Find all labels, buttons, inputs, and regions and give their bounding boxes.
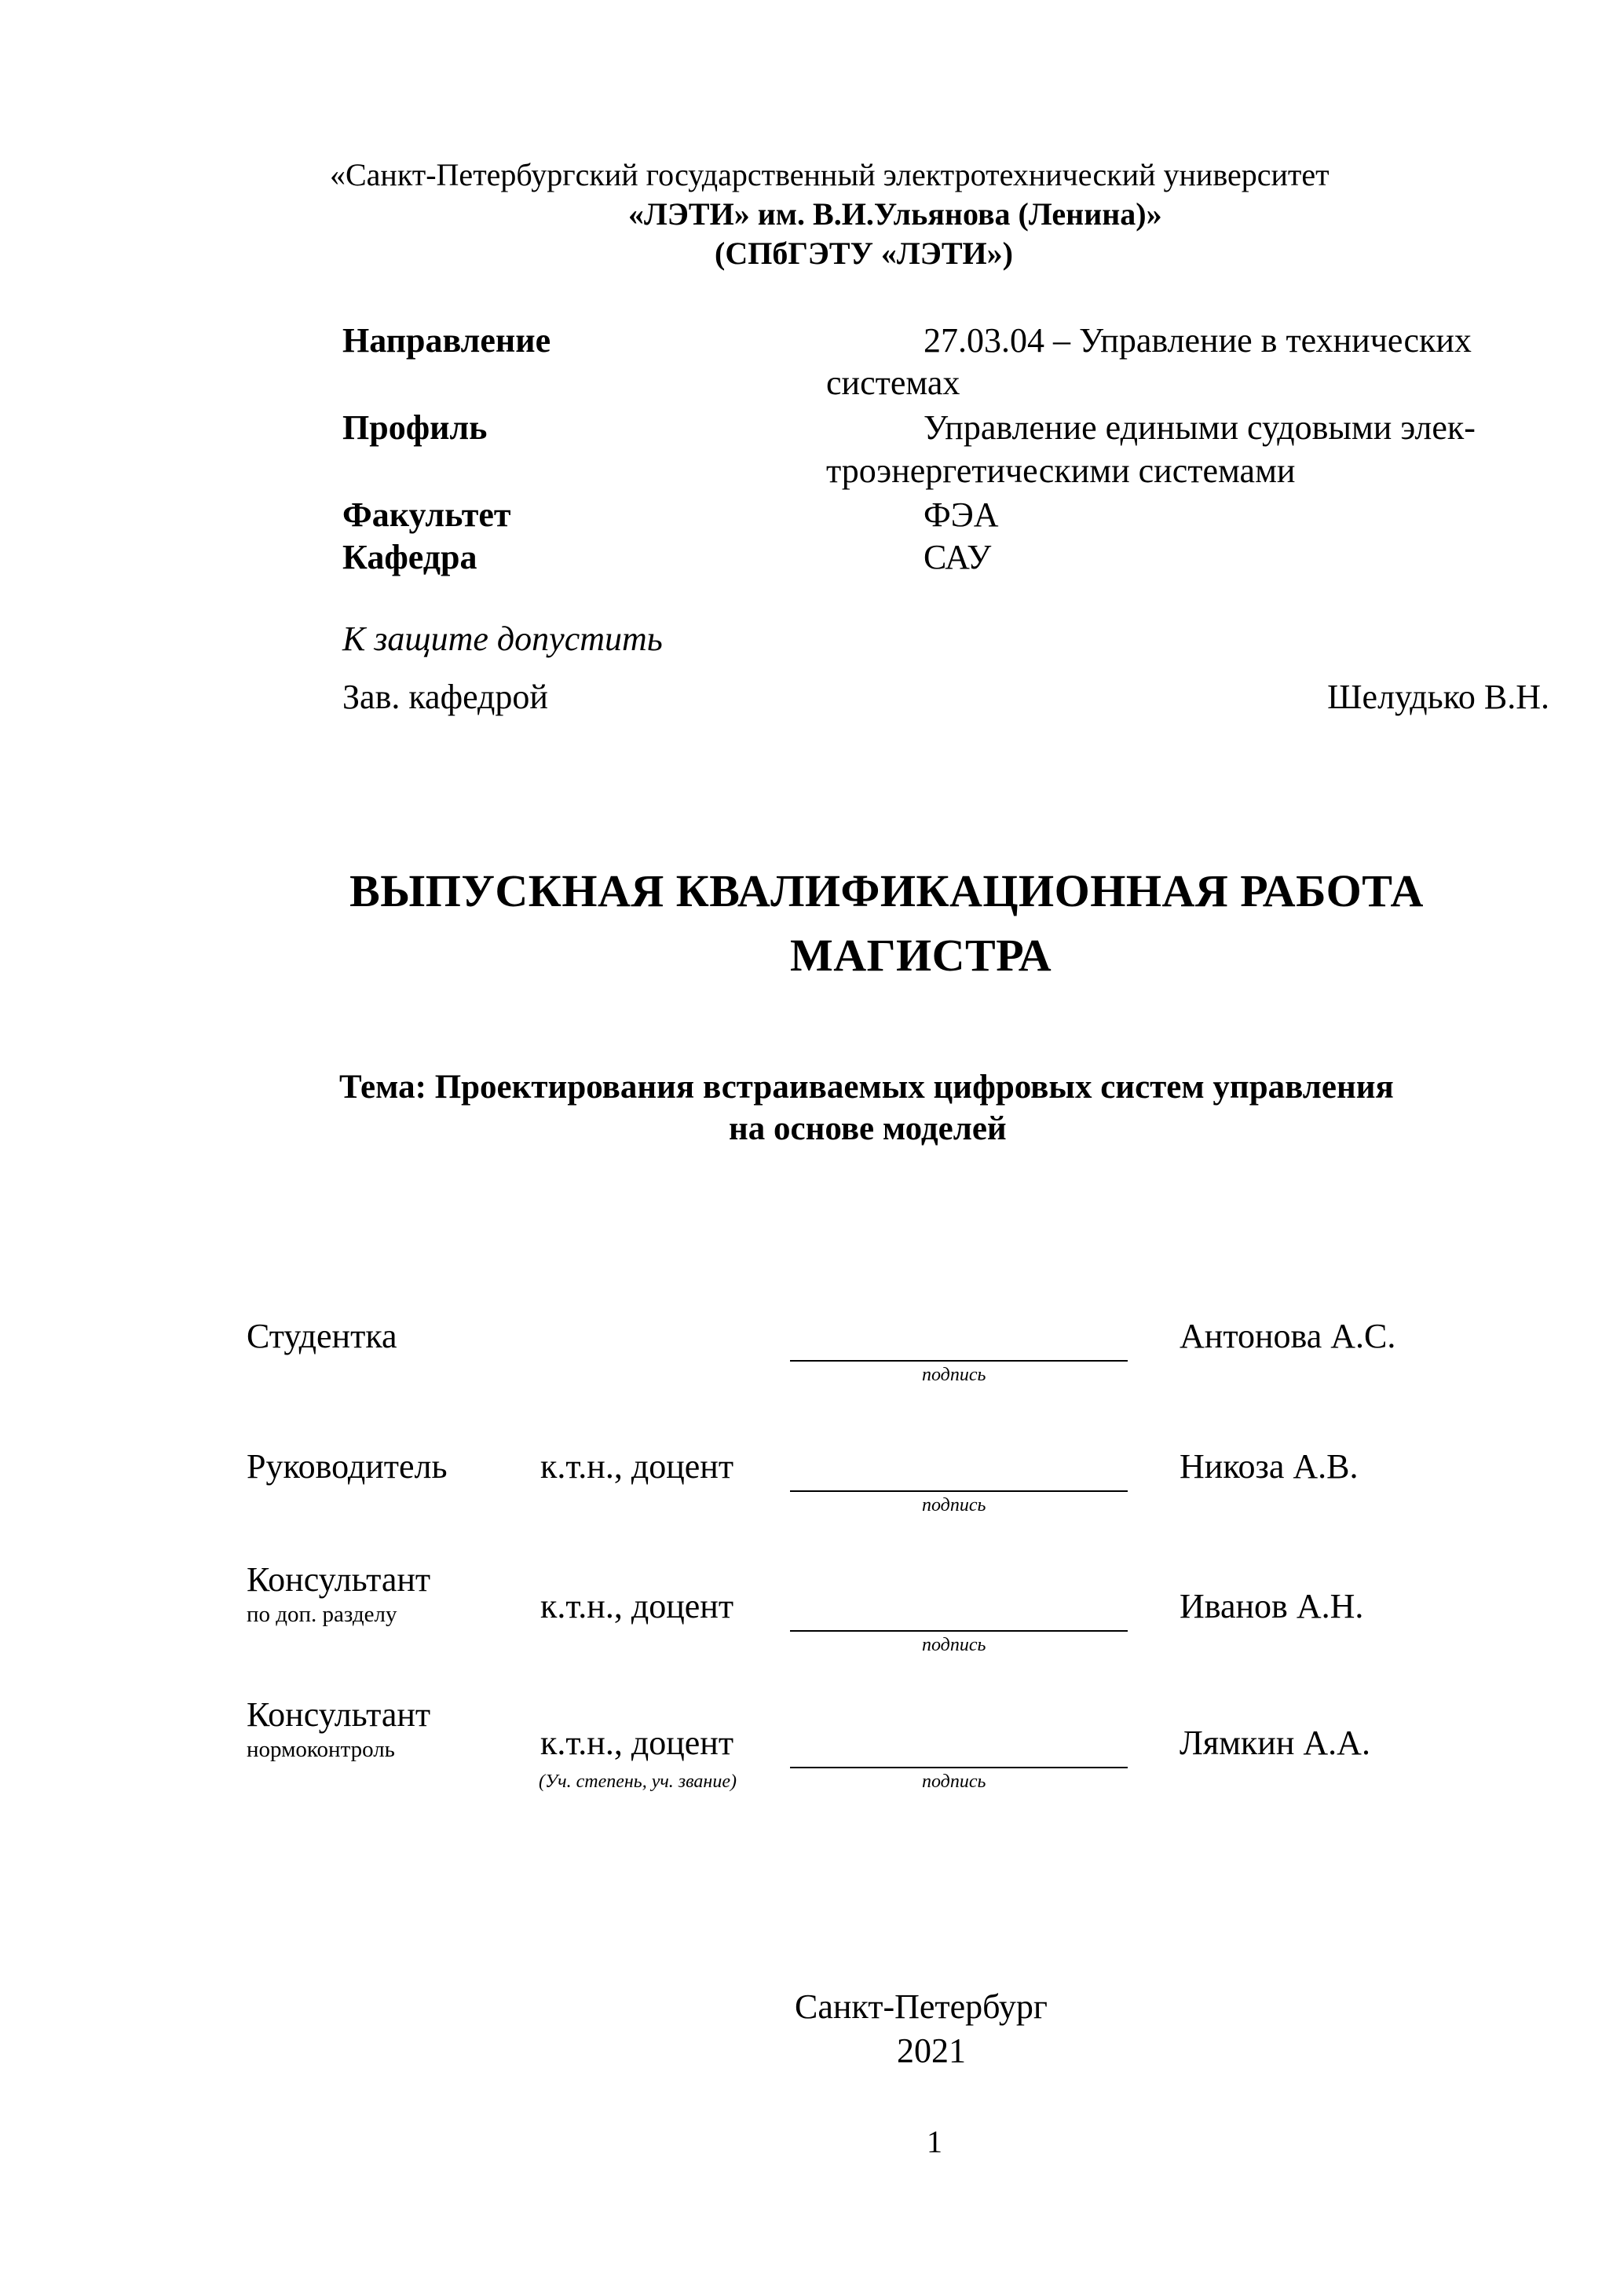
city: Санкт-Петербург — [795, 1987, 1048, 2026]
signature-caption: подпись — [922, 1365, 986, 1385]
name-consultant-1: Иванов А.Н. — [1180, 1587, 1364, 1625]
profile-value-line2: троэнергетическими системами — [826, 452, 1296, 490]
university-abbrev: (СПбГЭТУ «ЛЭТИ») — [715, 236, 1013, 271]
faculty-label: Факультет — [342, 495, 511, 534]
signature-line-consultant-2 — [790, 1767, 1128, 1768]
degree-consultant-1: к.т.н., доцент — [540, 1587, 734, 1625]
topic-line1: Тема: Проектирования встраиваемых цифровых систем управления — [339, 1069, 1394, 1106]
signature-line-supervisor — [790, 1490, 1128, 1492]
year: 2021 — [897, 2031, 966, 2070]
topic-line2: на основе моделей — [729, 1110, 1007, 1147]
degree-consultant-2: к.т.н., доцент — [540, 1724, 734, 1762]
head-of-department-name: Шелудько В.Н. — [1327, 678, 1549, 716]
profile-label: Профиль — [342, 408, 488, 447]
role-student: Студентка — [247, 1317, 397, 1355]
signature-line-student — [790, 1360, 1128, 1362]
work-title-line2: МАГИСТРА — [790, 930, 1052, 981]
department-value: САУ — [924, 538, 992, 576]
page-number: 1 — [927, 2124, 942, 2159]
name-student: Антонова А.С. — [1180, 1317, 1396, 1355]
university-abbrev-full: «ЛЭТИ» им. В.И.Ульянова (Ленина)» — [628, 196, 1162, 232]
signature-line-consultant-1 — [790, 1630, 1128, 1632]
signature-caption: подпись — [922, 1635, 986, 1655]
faculty-value: ФЭА — [924, 495, 999, 534]
name-supervisor: Никоза А.В. — [1180, 1447, 1359, 1486]
role-consultant-2: Консультант — [247, 1695, 431, 1734]
profile-value-line1: Управление едиными судовыми элек- — [924, 408, 1476, 447]
degree-supervisor: к.т.н., доцент — [540, 1447, 734, 1486]
admit-to-defense: К защите допустить — [342, 620, 663, 658]
role-consultant-2-sub: нормоконтроль — [247, 1737, 395, 1762]
role-consultant-1-sub: по доп. разделу — [247, 1602, 397, 1627]
degree-caption: (Уч. степень, уч. звание) — [539, 1771, 737, 1792]
signature-caption: подпись — [922, 1771, 986, 1792]
head-of-department-label: Зав. кафедрой — [342, 678, 548, 716]
role-supervisor: Руководитель — [247, 1447, 448, 1486]
department-label: Кафедра — [342, 538, 477, 576]
direction-value-line2: системах — [826, 364, 960, 402]
work-title-line1: ВЫПУСКНАЯ КВАЛИФИКАЦИОННАЯ РАБОТА — [349, 865, 1424, 916]
signature-caption: подпись — [922, 1495, 986, 1515]
university-name: «Санкт-Петербургский государственный электротехнический университет — [330, 157, 1330, 192]
direction-value-line1: 27.03.04 – Управление в технических — [924, 321, 1472, 360]
name-consultant-2: Лямкин А.А. — [1180, 1724, 1370, 1762]
direction-label: Направление — [342, 321, 551, 360]
role-consultant-1: Консультант — [247, 1560, 431, 1599]
